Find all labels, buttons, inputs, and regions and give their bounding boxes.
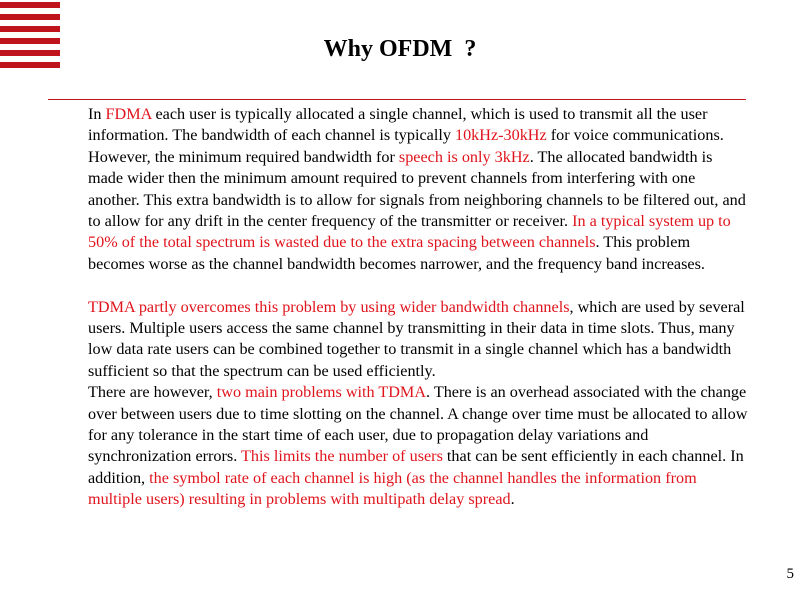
paragraph-tdma [88, 297, 748, 383]
text-run: that can be sent efficiently in each channel. In addition, [88, 447, 744, 487]
text-run: . There is an overhead associated with the change over between users due to time slotting on the channel. A change over time must be allocated to allow for any tolerance in the start time of each user, due to propagation delay variations and synchronization errors. [88, 383, 748, 466]
highlight-speech-bandwidth: speech is only 3kHz [398, 147, 530, 166]
highlight-bandwidth-range: 10kHz-30kHz [454, 126, 547, 145]
slide-body [88, 104, 748, 511]
highlight-symbol-rate: the symbol rate of each channel is high (as the channel handles the information from multiple users) resulting in problems with multipath delay spread [88, 468, 697, 509]
text-run: . This problem becomes worse as the channel bandwidth becomes narrower, and the frequency band increases. [88, 233, 705, 273]
stripe [0, 2, 60, 8]
title-divider [48, 99, 746, 100]
paragraph-fdma [88, 104, 748, 275]
highlight-wasted-spectrum: In a typical system up to 50% of the total spectrum is wasted due to the extra spacing between channels [88, 212, 731, 252]
text-run: In [88, 105, 106, 123]
text-run: . [510, 490, 515, 509]
stripe [0, 26, 60, 32]
paragraph-gap [88, 275, 748, 296]
text-run: for voice communications. However, the minimum required bandwidth for [88, 126, 724, 166]
highlight-tdma-overcomes: TDMA partly overcomes this problem by using wider bandwidth channels [88, 297, 570, 316]
highlight-limits-users: This limits the number of users [241, 447, 443, 466]
slide-title: Why OFDM ? [323, 36, 477, 62]
text-run: There are however, [88, 383, 217, 402]
text-run: each user is typically allocated a single channel, which is used to transmit all the user information. The bandwidth of each channel is typically [88, 105, 708, 145]
highlight-fdma: FDMA [105, 105, 152, 123]
highlight-two-problems: two main problems with TDMA [216, 383, 427, 402]
page-number: 5 [786, 566, 794, 582]
text-run: , which are used by several users. Multiple users access the same channel by transmitting in their data in time slots. Thus, many low data rate users can be combined together to transmit in a single channel which has a bandwidth sufficient so that the spectrum can be used efficiently. [88, 297, 745, 380]
text-run: . The allocated bandwidth is made wider then the minimum amount required to prevent channels from interfering with one another. This extra bandwidth is to allow for signals from neighboring channels to be filtered out, and to allow for any drift in the center frequency of the transmitter or receiver. [88, 147, 746, 231]
paragraph-tdma-problems [88, 382, 748, 510]
stripe [0, 14, 60, 20]
